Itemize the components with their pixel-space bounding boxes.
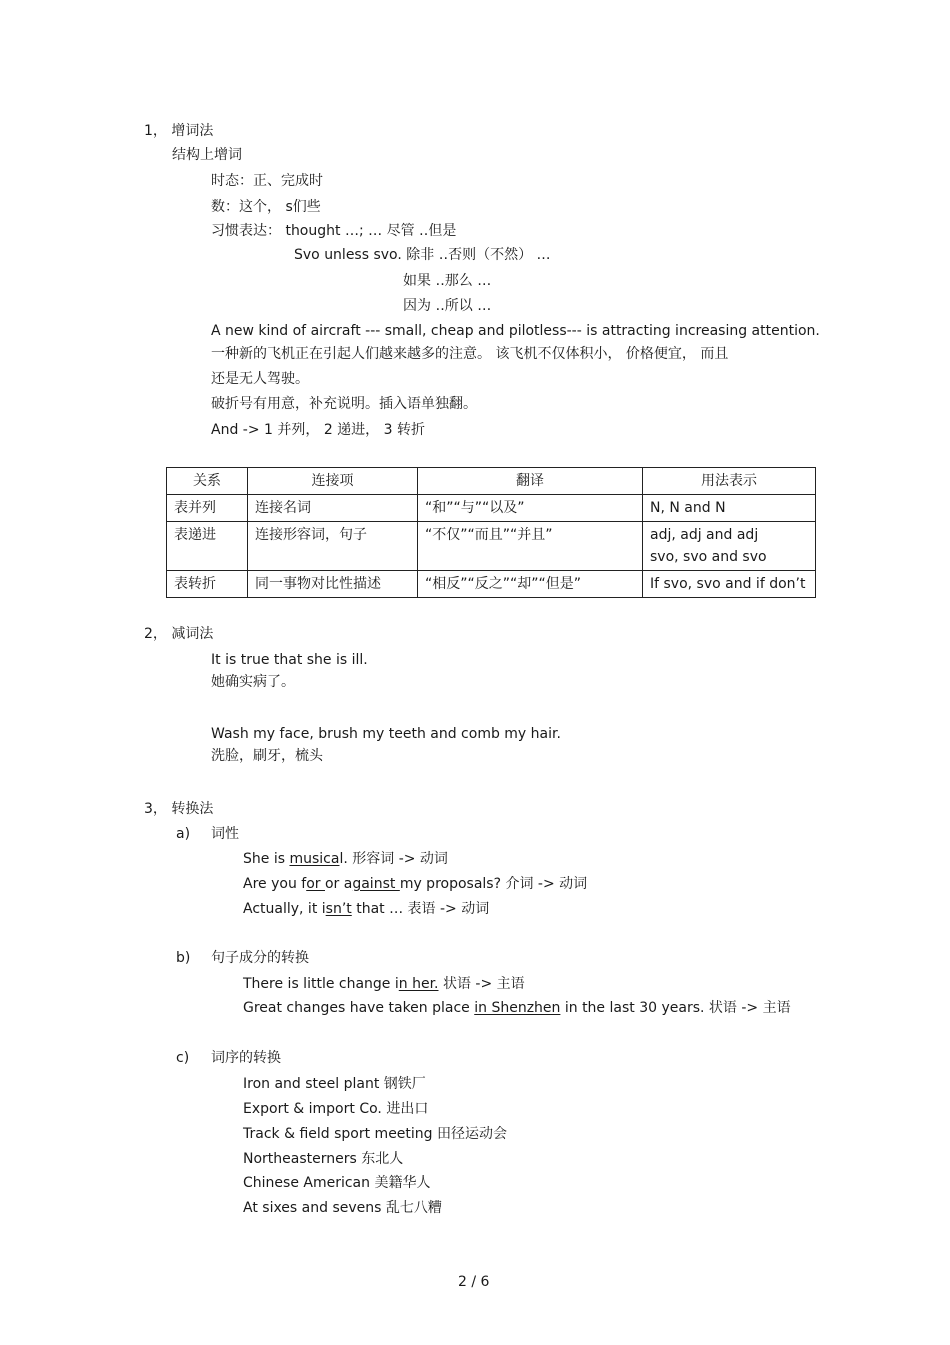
text-segment: Great changes have taken place bbox=[243, 1000, 475, 1016]
text-segment: my proposals? 介词 -> 动词 bbox=[399, 876, 588, 892]
table-row bbox=[167, 571, 816, 598]
table-header-row bbox=[167, 468, 816, 495]
underlined-word: musica bbox=[289, 851, 340, 867]
table-cell-line: adj, adj and adj bbox=[650, 527, 759, 543]
text-segment: 状语 -> 主语 bbox=[438, 976, 525, 992]
text-segment: Actually, it i bbox=[243, 901, 326, 917]
text-segment: She is bbox=[243, 851, 290, 867]
section-1-heading: 1， 增词法 bbox=[144, 123, 214, 139]
subsection-a-label: a) bbox=[176, 826, 191, 842]
table-header-cell: 用法表示 bbox=[643, 468, 816, 495]
table-cell: “不仅”“而且”“并且” bbox=[418, 522, 643, 571]
table-cell: 表并列 bbox=[167, 495, 248, 522]
example-b1 bbox=[243, 975, 525, 993]
list-item: Export & import Co. 进出口 bbox=[243, 1101, 429, 1117]
example-chinese-line1: 一种新的飞机正在引起人们越来越多的注意。 该飞机不仅体积小， 价格便宜， 而且 bbox=[211, 346, 729, 362]
dash-note: 破折号有用意，补充说明。插入语单独翻。 bbox=[211, 396, 477, 412]
table-cell: 连接形容词，句子 bbox=[248, 522, 418, 571]
tense-line: 时态：正、完成时 bbox=[211, 173, 323, 189]
text-segment: l. 形容词 -> 动词 bbox=[339, 851, 448, 867]
table-cell: N, N and N bbox=[643, 495, 816, 522]
table-cell: If svo, svo and if don’t bbox=[643, 571, 816, 598]
subsection-b-label: b) bbox=[176, 950, 191, 966]
if-then-line: 如果 ‥那么 … bbox=[403, 273, 492, 289]
underlined-word: gainst bbox=[352, 876, 400, 892]
underlined-word: or bbox=[306, 876, 325, 892]
table-row bbox=[167, 522, 816, 571]
and-note: And -> 1 并列， 2 递进， 3 转折 bbox=[211, 422, 425, 438]
section-2-heading: 2， 减词法 bbox=[144, 626, 214, 642]
subsection-a-title: 词性 bbox=[211, 826, 239, 842]
table-cell: “和”“与”“以及” bbox=[418, 495, 643, 522]
table-row bbox=[167, 495, 816, 522]
subsection-b-title: 句子成分的转换 bbox=[211, 950, 309, 966]
underlined-word: sn’t bbox=[325, 901, 352, 917]
text-segment: in the last 30 years. 状语 -> 主语 bbox=[560, 1000, 791, 1016]
habit-line: 习惯表达： thought …; … 尽管 ‥但是 bbox=[211, 223, 457, 239]
text-segment: Are you f bbox=[243, 876, 307, 892]
subsection-c-label: c) bbox=[176, 1050, 190, 1066]
example-a2 bbox=[243, 875, 587, 893]
table-header-cell: 翻译 bbox=[418, 468, 643, 495]
page-number: 2 / 6 bbox=[458, 1274, 490, 1290]
conjunction-table bbox=[166, 467, 816, 598]
table-cell bbox=[643, 522, 816, 571]
number-line: 数：这个， s们些 bbox=[211, 199, 321, 215]
table-cell: 表递进 bbox=[167, 522, 248, 571]
because-line: 因为 ‥所以 … bbox=[403, 298, 492, 314]
table-cell-line: svo, svo and svo bbox=[650, 549, 767, 565]
example-a3 bbox=[243, 900, 489, 918]
table-cell: 连接名词 bbox=[248, 495, 418, 522]
example-2-english: Wash my face, brush my teeth and comb my hair. bbox=[211, 726, 561, 742]
text-segment: that … 表语 -> 动词 bbox=[351, 901, 490, 917]
list-item: Chinese American 美籍华人 bbox=[243, 1175, 431, 1191]
example-1-chinese: 她确实病了。 bbox=[211, 674, 295, 690]
unless-line: Svo unless svo. 除非 ‥否则（不然） … bbox=[294, 247, 551, 263]
table-cell: “相反”“反之”“却”“但是” bbox=[418, 571, 643, 598]
example-english: A new kind of aircraft --- small, cheap and pilotless--- is attracting increasing attention. bbox=[211, 323, 820, 339]
underlined-word: n her. bbox=[398, 976, 439, 992]
subsection-c-title: 词序的转换 bbox=[211, 1050, 281, 1066]
list-item: Northeasterners 东北人 bbox=[243, 1151, 404, 1167]
list-item: Iron and steel plant 钢铁厂 bbox=[243, 1076, 426, 1092]
table-cell: 表转折 bbox=[167, 571, 248, 598]
text-segment: or a bbox=[324, 876, 353, 892]
table-cell: 同一事物对比性描述 bbox=[248, 571, 418, 598]
section-3-heading: 3， 转换法 bbox=[144, 801, 214, 817]
example-b2 bbox=[243, 999, 791, 1017]
underlined-word: in Shenzhen bbox=[474, 1000, 561, 1016]
example-1-english: It is true that she is ill. bbox=[211, 652, 368, 668]
example-2-chinese: 洗脸，刷牙，梳头 bbox=[211, 748, 323, 764]
example-chinese-line2: 还是无人驾驶。 bbox=[211, 371, 309, 387]
list-item: Track & field sport meeting 田径运动会 bbox=[243, 1126, 508, 1142]
list-item: At sixes and sevens 乱七八糟 bbox=[243, 1200, 442, 1216]
text-segment: There is little change i bbox=[243, 976, 399, 992]
section-1-subheading: 结构上增词 bbox=[172, 147, 242, 163]
table-header-cell: 关系 bbox=[167, 468, 248, 495]
table-header-cell: 连接项 bbox=[248, 468, 418, 495]
example-a1 bbox=[243, 850, 448, 868]
